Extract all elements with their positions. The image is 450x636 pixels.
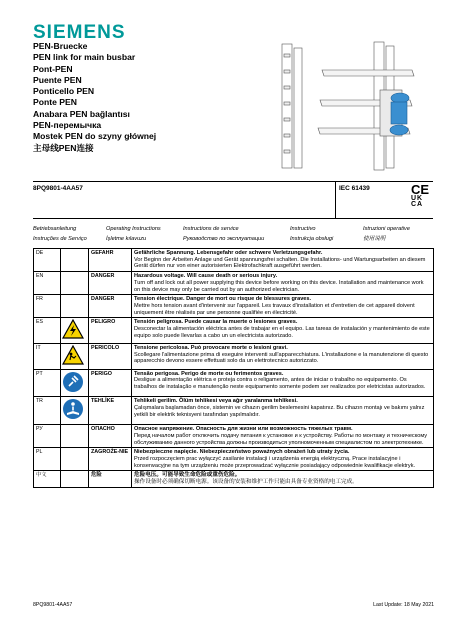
empty-icon-cell xyxy=(61,425,89,448)
title-pl: Mostek PEN do szyny głównej xyxy=(33,131,157,142)
safety-row xyxy=(34,295,434,318)
title-fr: Pont-PEN xyxy=(33,63,73,74)
signal-word: TEHLİKE xyxy=(89,397,132,425)
language-code: EN xyxy=(34,272,61,295)
hazard-headline: Tehlikeli gerilim. Ölüm tehlikesi veya ağır yaralanma tehlikesi. xyxy=(134,398,298,405)
footer-last-update: Last Update: 18 May 2021 xyxy=(373,602,434,608)
signal-word: ZAGROŻE-NIE xyxy=(89,448,132,471)
safety-text xyxy=(132,471,434,487)
safety-row xyxy=(34,397,434,425)
hazard-headline: Niebezpieczne napięcie. Niebezpieczeństwo poważnych obrażeń lub utraty życia. xyxy=(134,449,350,456)
instruction-label: Instruções de Serviço xyxy=(33,236,87,242)
safety-text xyxy=(132,448,434,471)
ukca-mark-top: UK xyxy=(411,195,424,202)
signal-word: GEFAHR xyxy=(89,249,132,272)
hazard-headline: 危险电压。可能导致生命危险或重伤危险。 xyxy=(134,472,241,479)
signal-word: ОПАСНО xyxy=(89,425,132,448)
hazard-headline: Tensione pericolosa. Può provocare morte o lesioni gravi. xyxy=(134,345,288,352)
safety-row xyxy=(34,249,434,272)
hazard-headline: Hazardous voltage. Will cause death or serious injury. xyxy=(134,273,278,280)
conformity-marks xyxy=(411,184,433,208)
safety-row xyxy=(34,318,434,344)
hazard-headline: Gefährliche Spannung. Lebensgefahr oder schwere Verletzungsgefahr. xyxy=(134,250,323,256)
hazard-instruction: Перед началом работ отключить подачу питания к установке и к устройству. Работы по монтажу и техническому обслуживанию данного устройства должны производиться уполномоченным специалистом по электротехнике. xyxy=(134,432,428,446)
instruction-label: Instrukcja obsługi xyxy=(290,236,334,242)
signal-word: DANGER xyxy=(89,295,132,318)
siemens-logo: SIEMENS xyxy=(33,22,126,43)
ce-mark: CE xyxy=(411,182,430,197)
safety-text xyxy=(132,344,434,370)
footer-doc-number: 8PQ9801-4AA57 xyxy=(33,602,73,608)
language-code: DE xyxy=(34,249,61,272)
instruction-label: Instructions de service xyxy=(183,226,239,232)
signal-word: PERIGO xyxy=(89,369,132,397)
safety-text xyxy=(132,425,434,448)
safety-row xyxy=(34,471,434,487)
language-code: TR xyxy=(34,397,61,425)
safety-row xyxy=(34,369,434,397)
language-code: 中文 xyxy=(34,471,61,487)
divider xyxy=(335,182,336,218)
signal-word: 危险 xyxy=(89,471,132,487)
empty-icon-cell xyxy=(61,295,89,318)
standard-label: IEC 61439 xyxy=(339,185,370,192)
hazard-instruction: Vor Beginn der Arbeiten Anlage und Gerät spannungsfrei schalten. Die Installations- und Wartungsarbeiten an diesem Gerät dürfen nur von einer autorisierten Elektrofachkraft ausgeführt werden. xyxy=(134,256,426,270)
identification-bar xyxy=(33,181,433,219)
hazard-instruction: Desligue a alimentação elétrica e proteja contra o religamento, antes de iniciar o trabalho no equipamento. Os trabalhos de instalação e manutenção neste equipamento somente podem ser realizados por eletricistas autorizados. xyxy=(134,377,426,391)
hazard-headline: Tension électrique. Danger de mort ou risque de blessures graves. xyxy=(134,296,312,303)
empty-icon-cell xyxy=(61,448,89,471)
title-ru: PEN-перемычка xyxy=(33,120,102,131)
safety-table xyxy=(33,248,434,488)
hazard-instruction: Scollegare l'alimentazione prima di eseguire interventi sull'apparecchiatura. L'installazione e la manutenzione di questo apparecchio devono essere effettuati solo da un elettrotecnico autorizzato. xyxy=(134,351,429,365)
empty-icon-cell xyxy=(61,249,89,272)
hazard-instruction: Mettre hors tension avant d'intervenir sur l'appareil. Les travaux d'installation et d'entretien de cet appareil doivent uniquement être réalisés par une personne qualifiée en électricité. xyxy=(134,302,415,316)
safety-text xyxy=(132,318,434,344)
order-number: 8PQ9801-4AA57 xyxy=(33,185,83,192)
title-de: PEN-Bruecke xyxy=(33,41,88,51)
hazard-instruction: Przed rozpoczęciem prac wyłączyć zasilanie instalacji i urządzenia energią elektryczną. Prace instalacyjne i konserwacyjne na tym urządzeniu może przeprowadzać wyłącznie posiadający odpowiednie kwalifikacje elektryk. xyxy=(134,455,416,469)
title-pt: Ponte PEN xyxy=(33,97,77,108)
safety-row xyxy=(34,425,434,448)
signal-word: PERICOLO xyxy=(89,344,132,370)
safety-row xyxy=(34,272,434,295)
hazard-instruction: Desconectar la alimentación eléctrica antes de trabajar en el equipo. Las tareas de instalación y mantenimiento de este equipo solo puede llevarlas a cabo un un electricista autorizado. xyxy=(134,326,430,339)
disconnect-before-work-icon xyxy=(61,369,89,397)
empty-icon-cell xyxy=(61,471,89,487)
safety-text xyxy=(132,295,434,318)
language-code: ES xyxy=(34,318,61,344)
high-voltage-warning-icon xyxy=(61,318,89,344)
language-code: PL xyxy=(34,448,61,471)
safety-text xyxy=(132,369,434,397)
title-it: Ponticello PEN xyxy=(33,86,95,97)
hazard-headline: Tensión peligrosa. Puede causar la muerte o lesiones graves. xyxy=(134,319,298,326)
hazard-headline: Опасное напряжение. Опасность для жизни или возможность тяжелых травм. xyxy=(134,426,353,433)
electric-shock-warning-icon xyxy=(61,344,89,370)
instruction-label: Istruzioni operative xyxy=(363,226,410,232)
language-code: IT xyxy=(34,344,61,370)
language-code: FR xyxy=(34,295,61,318)
instruction-label: Betriebsanleitung xyxy=(33,226,77,232)
title-en: PEN link for main busbar xyxy=(33,52,136,63)
instruction-label: Руководство по эксплуатации xyxy=(183,236,265,242)
title-zh: 主母线PEN连接 xyxy=(33,142,94,153)
instruction-label: Instructivo xyxy=(290,226,316,232)
hazard-instruction: Turn off and lock out all power supplying this device before working on this device. Installation and maintenance work on this device may only be carried out by an authorized electrician. xyxy=(134,279,424,293)
title-tr: Anabara PEN bağlantısı xyxy=(33,108,130,119)
signal-word: PELIGRO xyxy=(89,318,132,344)
safety-row xyxy=(34,448,434,471)
hazard-instruction: Çalışmalara başlamadan önce, sistemin ve cihazın gerilim beslemesini kapatınız. Bu cihazın montajı ve bakımı yalnız yetkili bir elektrik teknisyeni tarafından yapılmalıdır. xyxy=(134,405,425,418)
ukca-mark-bottom: CA xyxy=(411,201,424,208)
hazard-instruction: 操作设备时必须确保切断电源。该设备的安装和维护工作只能由具备专业资格的电工完成。 xyxy=(134,479,358,486)
safety-text xyxy=(132,249,434,272)
hazard-headline: Tensão perigosa. Perigo de morte ou ferimentos graves. xyxy=(134,370,284,377)
title-es: Puente PEN xyxy=(33,74,82,85)
language-code: РУ xyxy=(34,425,61,448)
language-code: PT xyxy=(34,369,61,397)
empty-icon-cell xyxy=(61,272,89,295)
instruction-label: İşletme kılavuzu xyxy=(106,236,147,242)
safety-text xyxy=(132,397,434,425)
instruction-label: Operating Instructions xyxy=(106,226,161,232)
product-titles xyxy=(33,41,156,154)
signal-word: DANGER xyxy=(89,272,132,295)
instruction-label: 使用说明 xyxy=(363,236,386,242)
product-illustration xyxy=(262,40,422,172)
safety-row xyxy=(34,344,434,370)
read-manual-icon xyxy=(61,397,89,425)
safety-text xyxy=(132,272,434,295)
